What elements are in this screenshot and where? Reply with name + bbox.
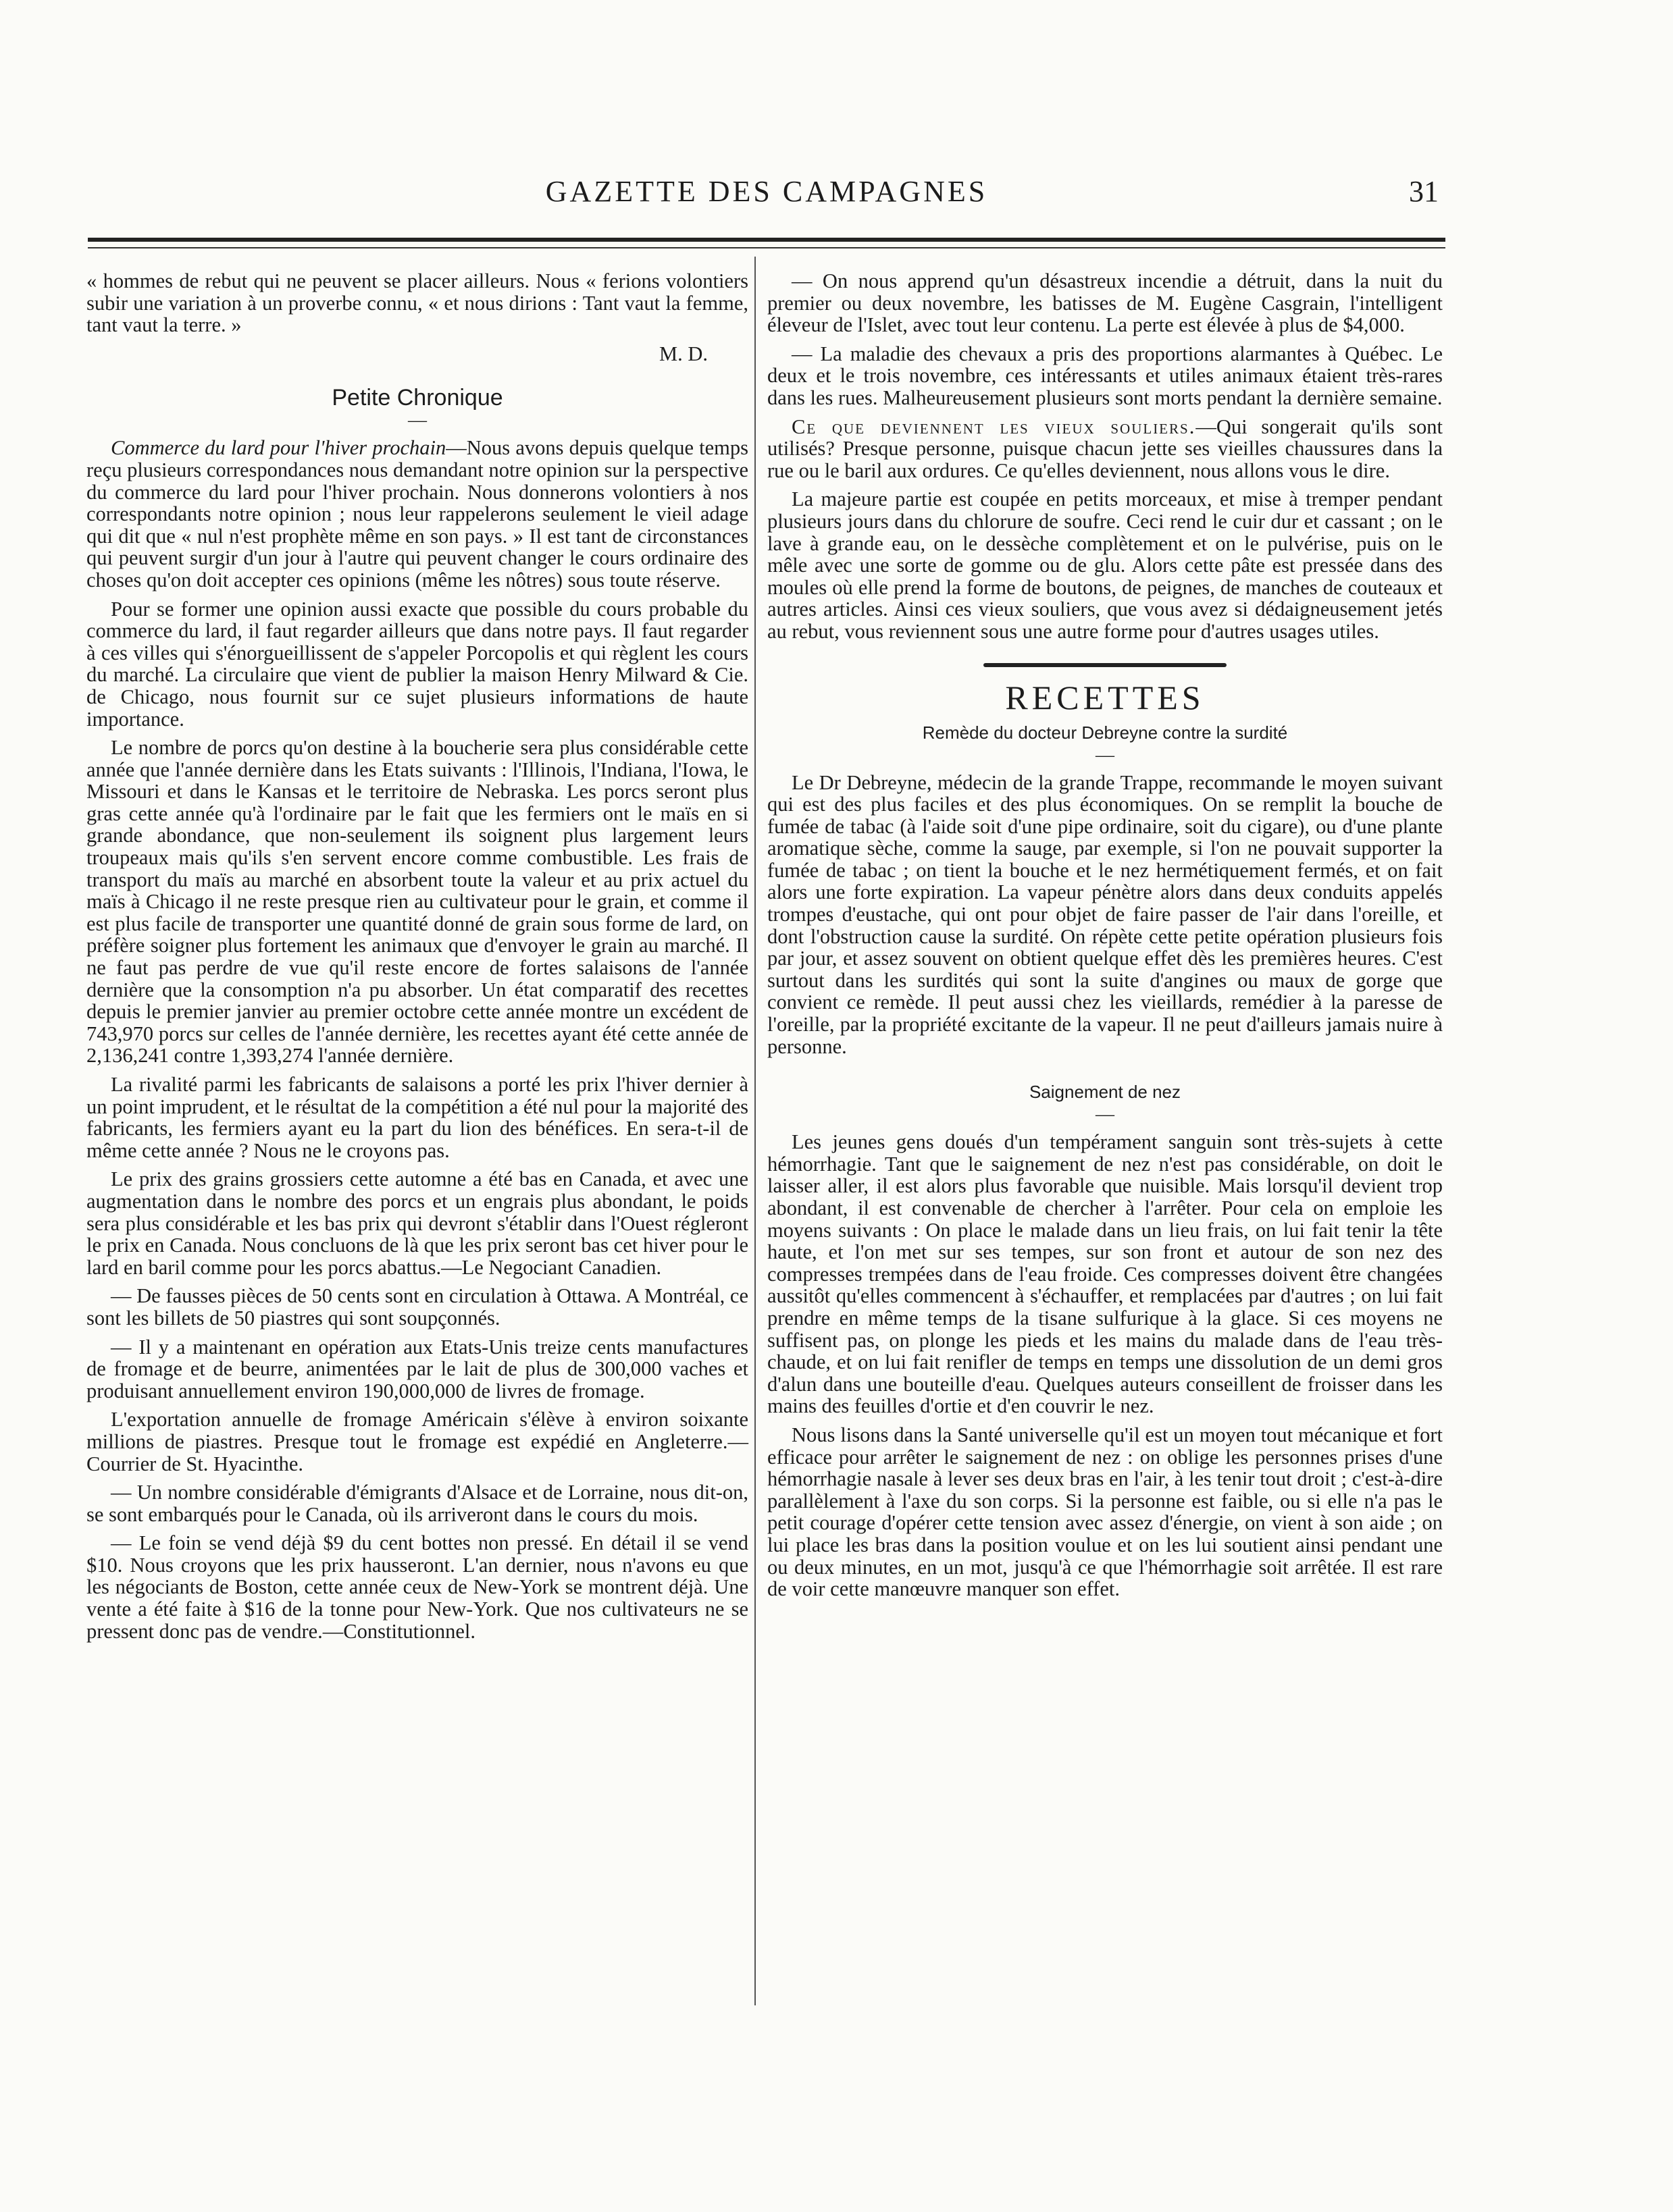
souliers-paragraph-1 bbox=[767, 416, 1443, 482]
lard-title: Commerce du lard pour l'hiver prochain bbox=[111, 436, 446, 460]
chronique-heading: Petite Chronique bbox=[332, 385, 503, 411]
news-item-foin: — Le foin se vend déjà $9 du cent bottes non pressé. En détail il se vend $10. Nous croyons que les prix hausseront. L'an dernier, nous n'avons eu que les négociants de Boston, cette année ceux de New-York se montrent déjà. Une vente a été faite à $16 de la tonne pour New-York. Que nos cultivateurs ne se pressent donc pas de vendre.—Constitutionnel. bbox=[86, 1531, 748, 1643]
heading-dash: — bbox=[1096, 744, 1114, 766]
surdite-paragraph: Le Dr Debreyne, médecin de la grande Trappe, recommande le moyen suivant qui est des plus faciles et des plus économiques. On se remplit la bouche de fumée de tabac (à l'aide soit d'une pipe ordinaire, soit du cigare), ou d'une plante aromatique sèche, comme la sauge, par exemple, si l'on ne pouvait supporter la fumée de tabac ; on tient la bouche et le nez hermétiquement fermés, et on fait alors une forte expiration. La vapeur pénètre alors dans deux conduits appelés trompes d'eustache, qui ont pour objet de faire passer de l'air dans l'oreille, et dont l'obstruction cause la surdité. On répète cette petite opération plusieurs fois par jour, et assez souvent on obtient quelque effet dès les premières heures. C'est surtout dans les surdités qui sont la suite d'angines ou maux de gorge que convient ce remède. Il peut aussi chez les vieillards, remédier à la paresse de l'oreille, par la propriété excitante de la vapeur. Il ne peut d'ailleurs jamais nuire à personne. bbox=[767, 770, 1443, 1058]
news-item-emigrants: — Un nombre considérable d'émigrants d'Alsace et de Lorraine, nous dit-on, se sont embarqués pour le Canada, où ils arriveront dans le cours du mois. bbox=[86, 1481, 748, 1526]
heading-dash: — bbox=[408, 410, 427, 431]
section-ornament-rule bbox=[983, 663, 1227, 667]
news-item-exportation: L'exportation annuelle de fromage Américain s'élève à environ soixante millions de piastres. Presque tout le fromage est expédié en Angleterre.—Courrier de St. Hyacinthe. bbox=[86, 1408, 748, 1475]
right-column bbox=[767, 270, 1443, 1607]
souliers-text-1: —Qui songerait qu'ils sont utilisés? Presque personne, puisque chacun jette ses vieilles chaussures dans la rue ou le baril aux ordures. Ce qu'elles deviennent, nous allons vous le dire. bbox=[767, 415, 1443, 482]
intro-signature: M. D. bbox=[659, 342, 708, 365]
news-item-fausses-pieces: — De fausses pièces de 50 cents sont en circulation à Ottawa. A Montréal, ce sont les billets de 50 piastres qui sont soupçonnés. bbox=[86, 1284, 748, 1329]
lard-paragraph-3: Le nombre de porcs qu'on destine à la boucherie sera plus considérable cette année que l'année dernière dans les Etats suivants : l'Illinois, l'Indiana, l'Iowa, le Missouri et dans le Kansas et le territoire de Nebraska. Les porcs seront plus gras cette année qu'à l'ordinaire par le fait que les fermiers ont le maïs en si grande abondance, que non-seulement ils soignent plus largement leurs troupeaux mais qu'ils s'en servent encore comme combustible. Les frais de transport du maïs au marché en absorbent toute la valeur et au prix actuel du maïs à Chicago il ne reste presque rien au cultivateur pour le grain, et comme il est plus facile de transporter une quantité donné de grain sous forme de lard, on préfère soigner plus fortement les animaux que d'envoyer le grain au marché. Il ne faut pas perdre de vue qu'il reste encore de fortes salaisons de l'année dernière que la consomption n'a pu absorber. Un état comparatif des recettes depuis le premier janvier au premier octobre cette année montre un excédent de 743,970 porcs sur celles de l'année dernière, les recettes ayant été cette année de 2,136,241 contre 1,393,274 l'année dernière. bbox=[86, 736, 748, 1068]
souliers-title: Ce que deviennent les vieux souliers. bbox=[792, 415, 1196, 438]
masthead-title: GAZETTE DES CAMPAGNES bbox=[545, 175, 988, 208]
news-item-chevaux: — La maladie des chevaux a pris des proportions alarmantes à Québec. Le deux et le trois novembre, ces intéressants et utiles animaux étaient très-rares dans les rues. Malheureusement plusieurs sont morts pendant la dernière semaine. bbox=[767, 342, 1443, 409]
intro-quote: « hommes de rebut qui ne peuvent se placer ailleurs. Nous « ferions volontiers subir une variation à un proverbe connu, « et nous dirions : Tant vaut la femme, tant vaut la terre. » bbox=[86, 269, 748, 337]
header-rule-thick bbox=[88, 238, 1445, 242]
page-number: 31 bbox=[1409, 175, 1439, 208]
souliers-paragraph-2: La majeure partie est coupée en petits morceaux, et mise à tremper pendant plusieurs jours dans du chlorure de soufre. Ceci rend le cuir dur et cassant ; on le lave à grande eau, on le dessèche complètement et on le pulvérise, puis on le mêle avec une sorte de gomme ou de glu. Alors cette pâte est pressée dans des moules où elle prend la forme de boutons, de peignes, de manches de couteaux et autres articles. Ainsi ces vieux souliers, que vous avez si dédaigneusement jetés au rebut, vous reviennent sous une autre forme pour d'autres usages utiles. bbox=[767, 488, 1443, 643]
saignement-paragraph-2: Nous lisons dans la Santé universelle qu'il est un moyen tout mécanique et fort efficace pour arrêter le saignement de nez : on oblige les personnes prises d'une hémorrhagie nasale à lever ses deux bras en l'air, à les tenir tout droit ; c'est-à-dire parallèlement à l'axe du son corps. Si la personne est faible, ou si elle n'a pas le petit courage d'opérer cette tension avec assez d'énergie, on vient à son aide ; on lui place les bras dans la position voulue et on les lui soutient ainsi pendant une ou deux minutes, en un mot, jusqu'à ce que l'hémorrhagie soit arrêtée. Il est rare de voir cette manœuvre manquer son effet. bbox=[767, 1423, 1443, 1601]
surdite-heading: Remède du docteur Debreyne contre la surdité bbox=[922, 722, 1288, 743]
column-divider bbox=[754, 257, 756, 2005]
lard-paragraph-2: Pour se former une opinion aussi exacte que possible du cours probable du commerce du lard, il faut regarder ailleurs que dans notre pays. Il faut regarder à ces villes qui s'énorgueillissent de s'appeler Porcopolis et qui règlent les cours du marché. La circulaire que vient de publier la maison Henry Milward & Cie. de Chicago, nous fournit sur ce sujet plusieurs informations de haute importance. bbox=[86, 597, 748, 731]
saignement-heading: Saignement de nez bbox=[1029, 1082, 1181, 1103]
news-item-incendie: — On nous apprend qu'un désastreux incendie a détruit, dans la nuit du premier ou deux novembre, les batisses de M. Eugène Casgrain, l'intelligent éleveur de l'Islet, avec tout leur contenu. La perte est élevée à plus de $4,000. bbox=[767, 269, 1443, 337]
recettes-heading: RECETTES bbox=[1005, 678, 1205, 716]
lard-paragraph-4: La rivalité parmi les fabricants de salaisons a porté les prix l'hiver dernier à un point imprudent, et le résultat de la compétition a été nul pour la majorité des fabricants, les fermiers ayant eu la part du lion des bénéfices. En sera-t-il de même cette année ? Nous ne le croyons pas. bbox=[86, 1073, 748, 1162]
saignement-paragraph-1: Les jeunes gens doués d'un tempérament sanguin sont très-sujets à cette hémorrhagie. Tant que le saignement de nez n'est pas considérable, on doit le laisser aller, il est alors plus favorable que nuisible. Mais lorsqu'il devient trop abondant, il est convenable de chercher à l'arrêter. Pour cela on emploie les moyens suivants : On place le malade dans un lieu frais, on lui fait tenir la tête haute, et l'on met sur ses tempes, sur son front et autour de son nez des compresses trempées dans de l'eau froide. Ces compresses doivent être changées aussitôt qu'elles commencent à s'échauffer, et remplacées par d'autres ; on lui fait prendre en même temps de la tisane sulfurique à la glace. Si ces moyens ne suffisent pas, on plonge les pieds et les mains du malade dans de l'eau très-chaude, et on lui fait renifler de temps en temps une dissolution de un demi gros d'alun dans une bouteille d'eau. Quelques auteurs conseillent de froisser dans les mains des feuilles d'ortie et d'en couvrir le nez. bbox=[767, 1130, 1443, 1418]
page-header bbox=[88, 174, 1445, 221]
header-rule-thin bbox=[88, 247, 1445, 248]
lard-paragraph-5: Le prix des grains grossiers cette automne a été bas en Canada, et avec une augmentation dans le nombre des porcs et un engrais plus abondant, le poids sera plus considérable et les bas prix qui devront s'établir dans l'Ouest régleront le prix en Canada. Nous concluons de là que les prix seront bas cet hiver pour le lard en baril comme pour les porcs abattus.—Le Negociant Canadien. bbox=[86, 1167, 748, 1279]
lard-paragraph-1 bbox=[86, 437, 748, 591]
heading-dash: — bbox=[1096, 1104, 1114, 1126]
lard-text-1: —Nous avons depuis quelque temps reçu plusieurs correspondances nous demandant notre opinion sur la perspective du commerce du lard pour l'hiver prochain. Nous donnerons volontiers à nos correspondants notre opinion ; nous leur rappelerons seulement le vieil adage qui dit que « nul n'est prophète même en son pays. » Il est tant de circonstances qui peuvent surgir d'un jour à l'autre qui peuvent changer le cours ordinaire des choses qu'on doit accepter ces opinions (même les nôtres) sous toute réserve. bbox=[86, 436, 748, 591]
news-item-fromage: — Il y a maintenant en opération aux Etats-Unis treize cents manufactures de fromage et de beurre, animentées par le lait de plus de 300,000 vaches et produisant annuellement environ 190,000,000 de livres de fromage. bbox=[86, 1335, 748, 1402]
left-column bbox=[86, 270, 748, 1649]
